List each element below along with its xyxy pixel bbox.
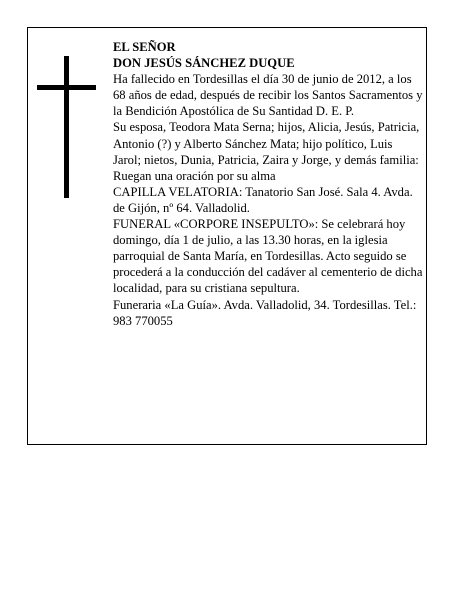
obituary-text [113,39,423,329]
deceased-name: DON JESÚS SÁNCHEZ DUQUE [113,56,295,71]
family-list: Su esposa, Teodora Mata Serna; hijos, Alicia, Jesús, Patricia, Antonio (?) y Alberto Sánchez Mata; hijo político, Luis Jarol; nietos, Dunia, Patricia, Zaira y Jorge, y demás familia: [113,120,420,167]
heading-line-1: EL SEÑOR [113,40,176,54]
wake-chapel: CAPILLA VELATORIA: Tanatorio San José. Sala 4. Avda. de Gijón, nº 64. Valladolid. [113,184,413,215]
death-announcement: Ha fallecido en Tordesillas el día 30 de junio de 2012, a los 68 años de edad, después de recibir los Santos Sacramentos y la Bendición Apostólica de Su Santidad D. E. P. [113,72,423,119]
funeral-home: Funeraria «La Guía». Avda. Valladolid, 34. Tordesillas. Tel.: 983 770055 [113,297,417,328]
prayer-request: Ruegan una oración por su alma [113,168,276,183]
cross-icon-crossbar [37,85,96,90]
cross-icon [64,56,69,198]
funeral-details: FUNERAL «CORPORE INSEPULTO»: Se celebrará hoy domingo, día 1 de julio, a las 13.30 horas, en la iglesia parroquial de Santa María, en Tordesillas. Acto seguido se procederá a la conducción del cadáver al cementerio de dicha localidad, para su cristiana sepultura. [113,217,423,296]
